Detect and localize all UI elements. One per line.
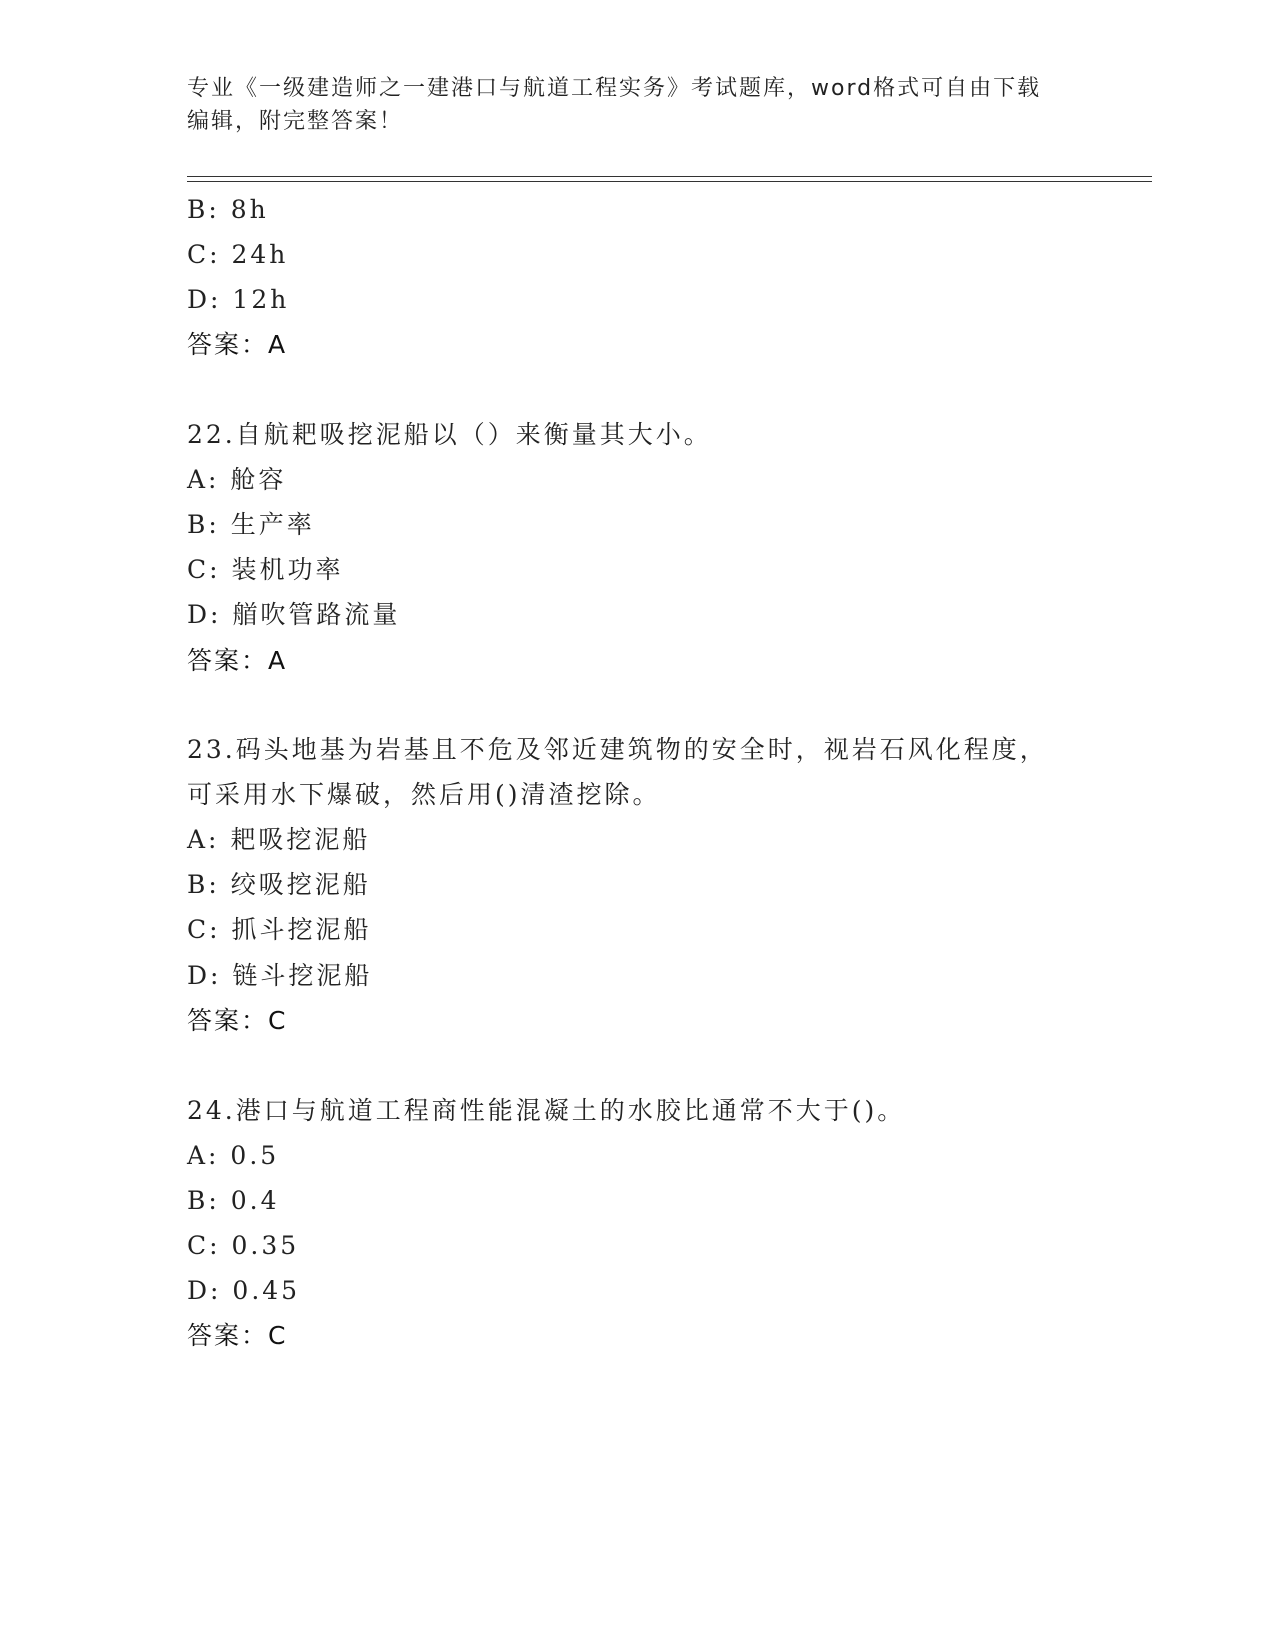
q24-answer: 答案：C bbox=[187, 1321, 288, 1350]
q22-option-b: B: 生产率 bbox=[187, 510, 315, 539]
q23-stem-line-1: 23.码头地基为岩基且不危及邻近建筑物的安全时，视岩石风化程度， bbox=[187, 735, 1048, 764]
q23-stem-line-2: 可采用水下爆破，然后用()清渣挖除。 bbox=[187, 780, 661, 809]
q23-option-c: C: 抓斗挖泥船 bbox=[187, 915, 372, 944]
q22-answer: 答案：A bbox=[187, 646, 288, 675]
q22-option-d: D: 艏吹管路流量 bbox=[187, 600, 401, 629]
prev-answer: 答案：A bbox=[187, 330, 288, 359]
header-divider-bottom bbox=[187, 181, 1152, 182]
document-header bbox=[187, 72, 1077, 138]
q22-option-c: C: 装机功率 bbox=[187, 555, 344, 584]
q24-option-c: C: 0.35 bbox=[187, 1231, 300, 1260]
q23-option-a: A: 耙吸挖泥船 bbox=[187, 825, 371, 854]
prev-option-b: B: 8h bbox=[187, 195, 269, 224]
q23-option-b: B: 绞吸挖泥船 bbox=[187, 870, 371, 899]
q23-option-d: D: 链斗挖泥船 bbox=[187, 961, 373, 990]
q24-option-b: B: 0.4 bbox=[187, 1186, 280, 1215]
q24-stem: 24.港口与航道工程商性能混凝土的水胶比通常不大于()。 bbox=[187, 1096, 906, 1125]
q24-option-a: A: 0.5 bbox=[187, 1141, 280, 1170]
header-line-1: 专业《一级建造师之一建港口与航道工程实务》考试题库，word格式可自由下载 bbox=[187, 76, 1042, 101]
prev-option-c: C: 24h bbox=[187, 240, 289, 269]
prev-option-d: D: 12h bbox=[187, 285, 290, 314]
q23-answer: 答案：C bbox=[187, 1006, 288, 1035]
header-divider-top bbox=[187, 176, 1152, 177]
q22-stem: 22.自航耙吸挖泥船以（）来衡量其大小。 bbox=[187, 420, 712, 449]
header-line-2: 编辑，附完整答案！ bbox=[187, 109, 404, 134]
q24-option-d: D: 0.45 bbox=[187, 1276, 301, 1305]
q22-option-a: A: 舱容 bbox=[187, 465, 287, 494]
